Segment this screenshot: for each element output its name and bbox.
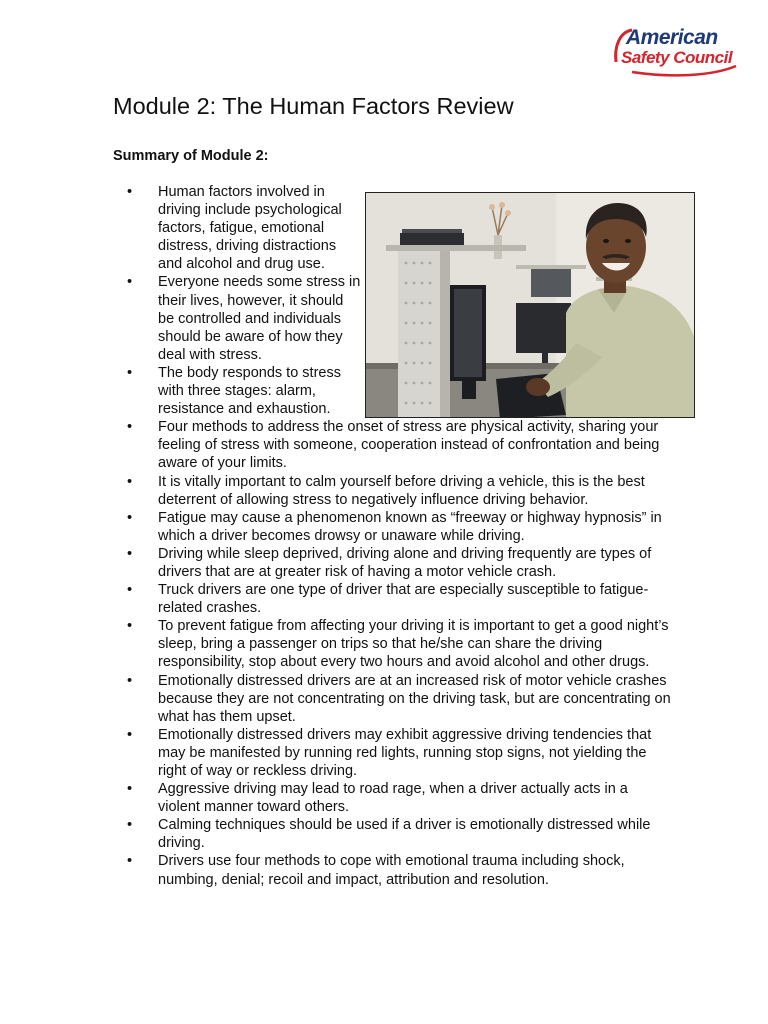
summary-list: [113, 183, 673, 889]
logo-line1: American: [626, 26, 718, 49]
section-subtitle: Summary of Module 2:: [113, 148, 269, 164]
logo-line2: Safety Council: [621, 48, 733, 67]
summary-bullet: • Emotionally distressed drivers may exhibit aggressive driving tendencies that may be manifested by running red lights, running stop signs, not yielding the right of way or reckless driving.: [113, 726, 673, 780]
summary-bullet: • It is vitally important to calm yourself before driving a vehicle, this is the best deterrent of allowing stress to negatively influence driving behavior.: [113, 473, 673, 509]
summary-bullet: • The body responds to stress with three stages: alarm, resistance and exhaustion.: [113, 364, 363, 418]
summary-bullet: • Calming techniques should be used if a driver is emotionally distressed while driving.: [113, 816, 673, 852]
summary-bullet: • To prevent fatigue from affecting your driving it is important to get a good night’s sleep, bring a passenger on trips so that he/she can share the driving responsibility, stop about every two hours and avoid alcohol and other drugs.: [113, 617, 673, 671]
summary-bullet: • Driving while sleep deprived, driving alone and driving frequently are types of drivers that are at greater risk of having a motor vehicle crash.: [113, 545, 673, 581]
summary-bullet: • Truck drivers are one type of driver that are especially susceptible to fatigue-related crashes.: [113, 581, 673, 617]
summary-bullet: • Emotionally distressed drivers are at an increased risk of motor vehicle crashes because they are not concentrating on the driving task, but are concentrating on what has them upset.: [113, 672, 673, 726]
american-safety-council-logo: [612, 26, 742, 82]
summary-bullet: • Four methods to address the onset of stress are physical activity, sharing your feeling of stress with someone, cooperation instead of confrontation and being aware of your limits.: [113, 418, 673, 472]
summary-bullet: • Human factors involved in driving include psychological factors, fatigue, emotional distress, driving distractions and alcohol and drug use.: [113, 183, 363, 273]
page-title: Module 2: The Human Factors Review: [113, 93, 514, 119]
summary-bullet: • Fatigue may cause a phenomenon known as “freeway or highway hypnosis” in which a driver becomes drowsy or unaware while driving.: [113, 509, 673, 545]
summary-bullet: • Drivers use four methods to cope with emotional trauma including shock, numbing, denial; recoil and impact, attribution and resolution.: [113, 852, 673, 888]
summary-bullet: • Aggressive driving may lead to road rage, when a driver actually acts in a violent manner toward others.: [113, 780, 673, 816]
summary-bullet: • Everyone needs some stress in their lives, however, it should be controlled and individuals should be aware of how they deal with stress.: [113, 273, 363, 363]
